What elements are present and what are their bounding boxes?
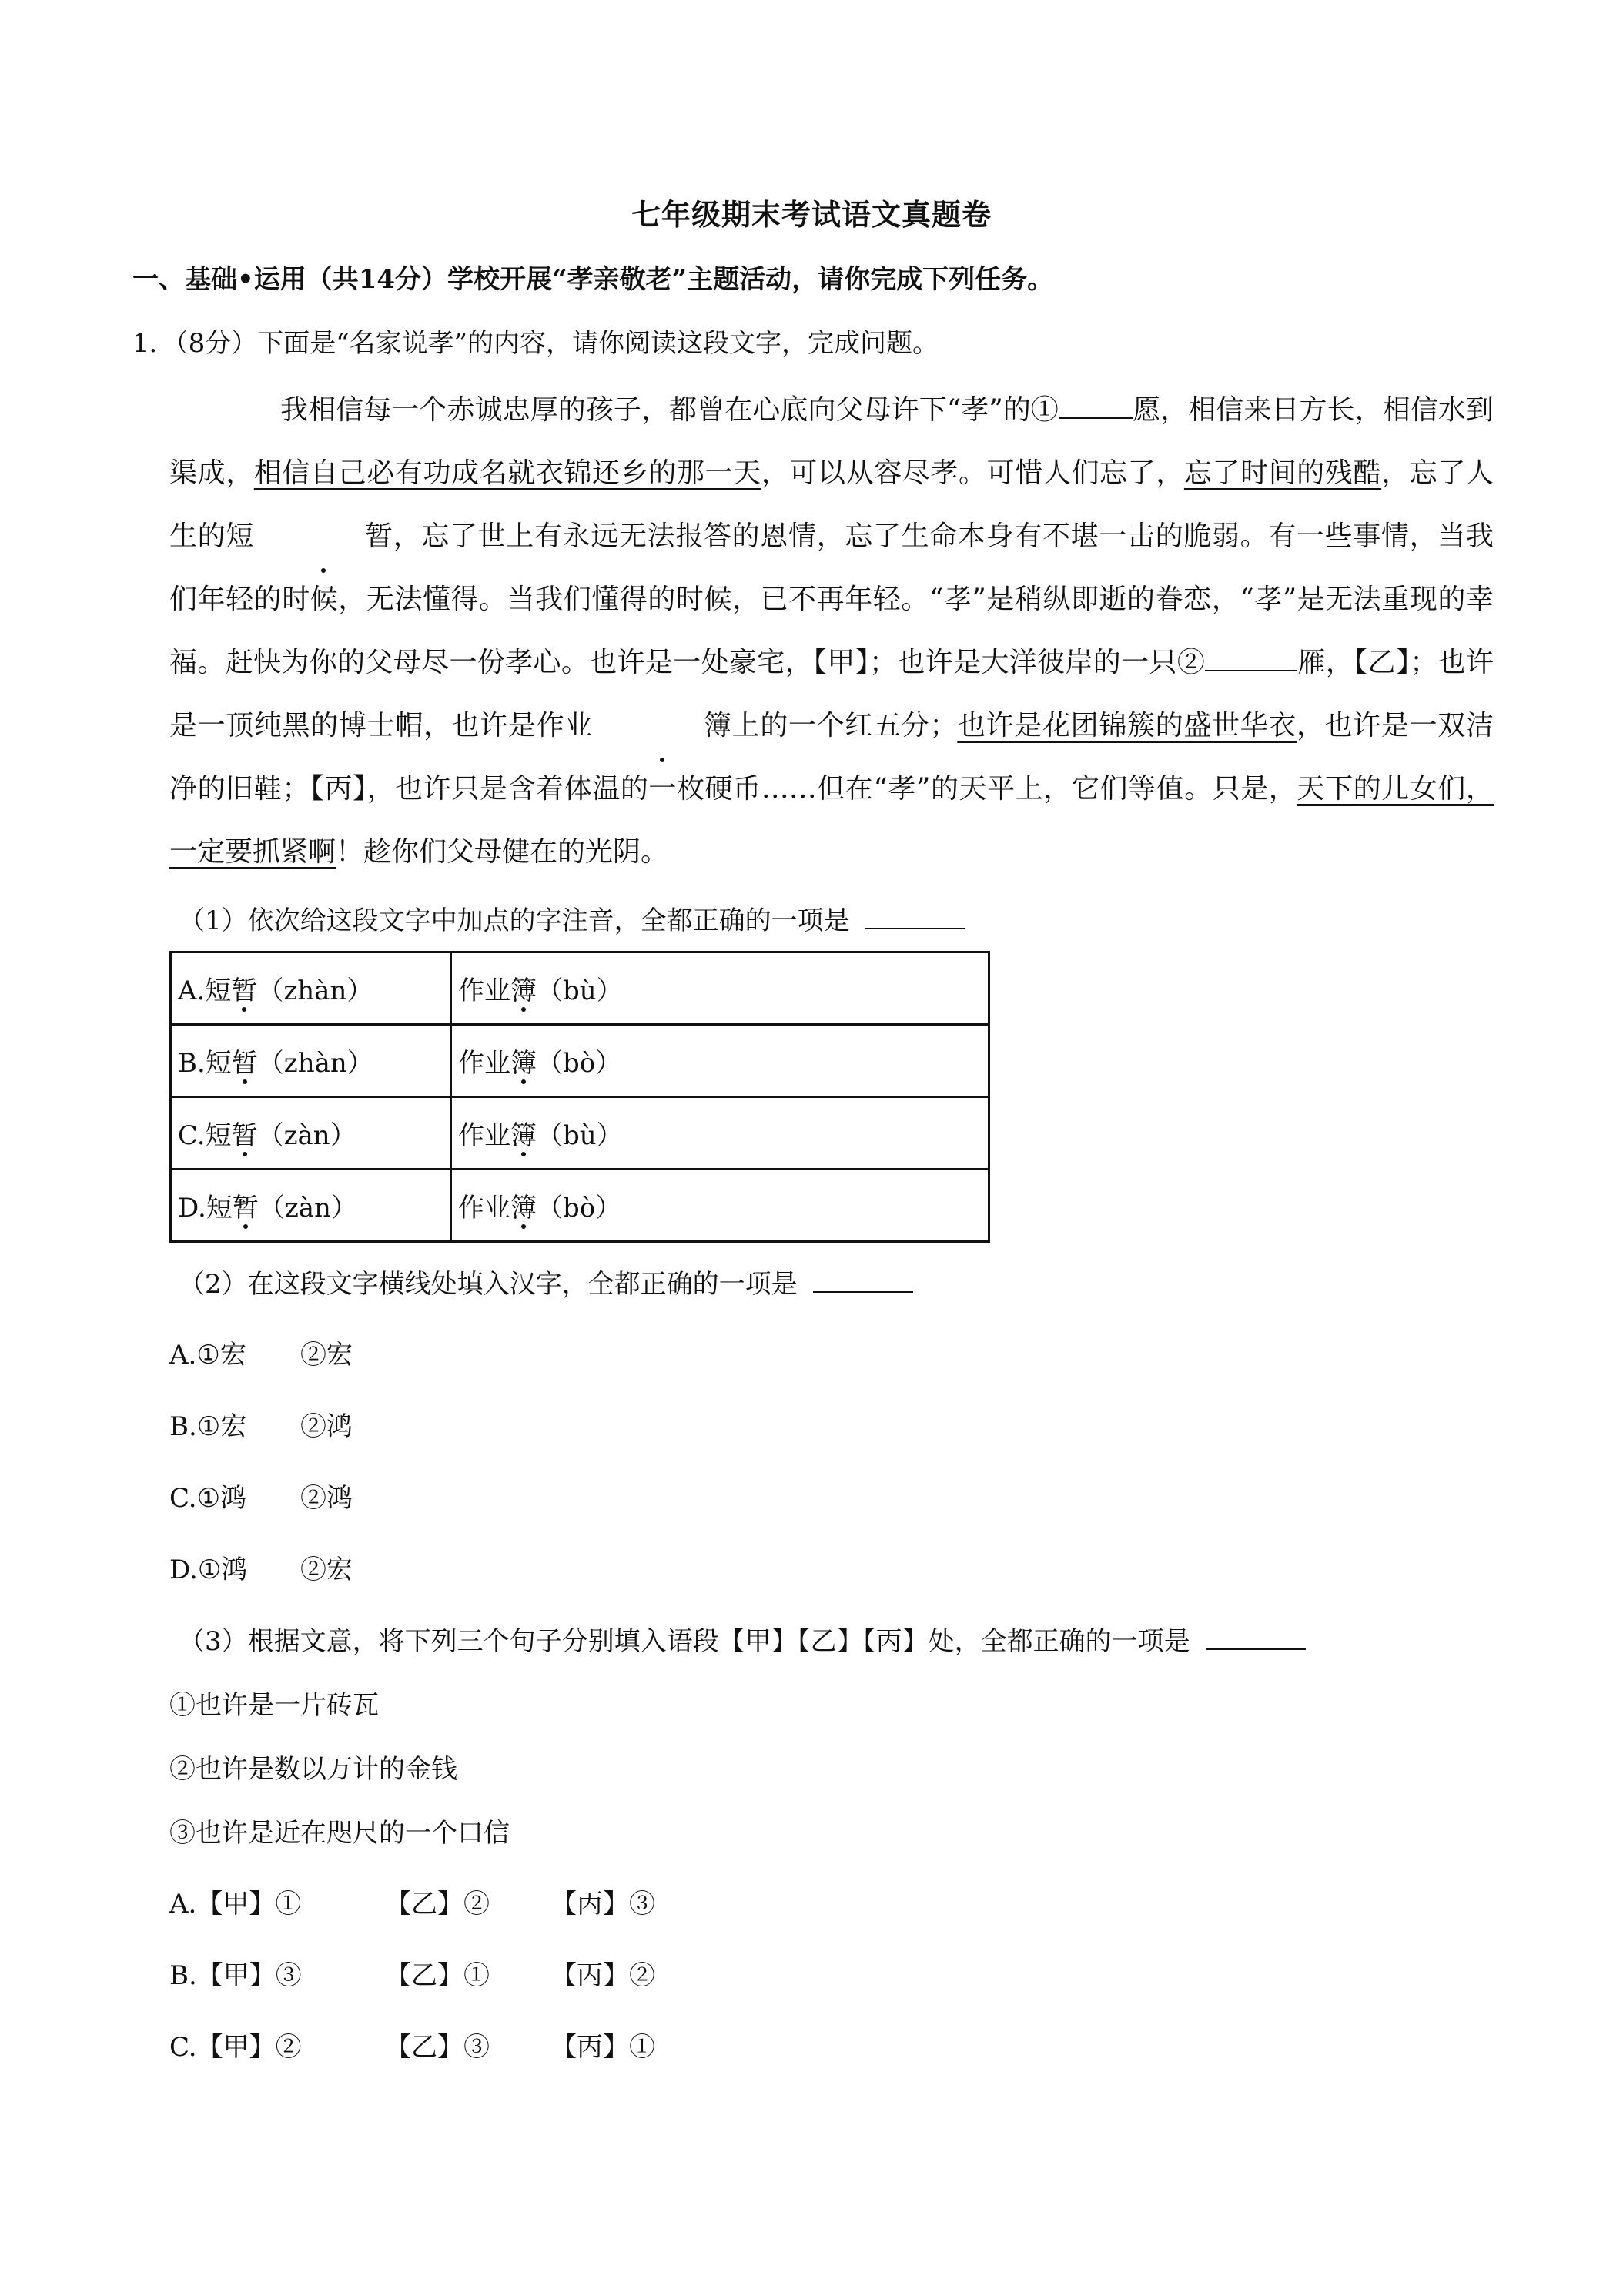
option-item: D.①鸿 ②宏 [169,1555,353,1585]
subquestion-1-prompt: （1）依次给这段文字中加点的字注音，全都正确的一项是 [179,899,965,937]
answer-blank-2 [813,1268,913,1293]
option-cell: C.短暂（zàn） [171,1097,451,1170]
question-1-stem: 1．（8分）下面是“名家说孝”的内容，请你阅读这段文字，完成问题。 [132,328,939,359]
answer-blank-1 [865,905,965,929]
passage-text: 上的一个红五分； [731,710,958,741]
passage-text: 雁，【乙】；也许是一顶纯黑的博士帽，也许是作业 [169,647,1494,741]
dotted-character: 暂 [254,505,393,568]
sentence-item: ①也许是一片砖瓦 [169,1690,379,1721]
pinyin-options-table [169,951,990,1243]
option-item: C.①鸿 ②鸿 [169,1483,353,1514]
sentence-item: ③也许是近在咫尺的一个口信 [169,1818,510,1849]
passage-text: ！趁你们父母健在的光阴。 [336,836,669,868]
option-item: A.①宏 ②宏 [169,1340,353,1371]
fill-blank-1 [1059,394,1133,419]
table-row [171,1025,989,1097]
passage-text: ，可以从容尽孝。可惜人们忘了， [761,457,1184,489]
table-row [171,952,989,1025]
option-item: B.【甲】③ 【乙】① 【丙】② [169,1960,655,1991]
page-title: 七年级期末考试语文真题卷 [631,197,992,232]
underlined-sentence-1: 相信自己必有功成名就衣锦还乡的那一天 [253,457,761,489]
passage-text: ，忘了世上有永远无法报答的恩情，忘了生命本身有不堪一击的脆弱。有一些事情，当我们年轻的时候，无法懂得。当我们懂得的时候，已不再年轻。“孝”是稍纵即逝的眷恋，“孝”是无法重现的幸福。赶快为你的父母尽一份孝心。也许是一处豪宅，【甲】；也许是大洋彼岸的一只② [169,520,1494,678]
underlined-sentence-4: 天下的儿女们，一定要抓紧啊 [169,773,1494,868]
section-heading: 一、基础•运用（共14分）学校开展“孝亲敬老”主题活动，请你完成下列任务。 [132,264,1054,295]
reading-passage [169,379,1494,884]
option-cell: 作业簿（bò） [451,1025,989,1097]
option-cell: 作业簿（bù） [451,952,989,1025]
sentence-item: ②也许是数以万计的金钱 [169,1754,457,1785]
table-row [171,1097,989,1170]
passage-text: ，也许是一双洁净的旧鞋；【丙】，也许只是含着体温的一枚硬币……但在“孝”的天平上，它们等值。只是， [169,710,1494,805]
underlined-sentence-3: 也许是花团锦簇的盛世华衣 [957,710,1297,741]
option-item: A.【甲】① 【乙】② 【丙】③ [169,1889,655,1919]
answer-blank-3 [1206,1625,1306,1650]
option-cell: A.短暂（zhàn） [171,952,451,1025]
option-cell: D.短暂（zàn） [171,1170,451,1242]
passage-text: 愿，相信来日方长，相信水到渠成， [169,394,1494,489]
option-cell: B.短暂（zhàn） [171,1025,451,1097]
underlined-sentence-2: 忘了时间的残酷 [1183,457,1382,489]
option-cell: 作业簿（bù） [451,1097,989,1170]
passage-text: ，忘了人生的短 [169,457,1494,552]
option-cell: 作业簿（bò） [451,1170,989,1242]
dotted-character: 簿 [593,694,731,758]
passage-text: 我相信每一个赤诚忠厚的孩子，都曾在心底向父母许下“孝”的① [280,394,1059,426]
option-item: C.【甲】② 【乙】③ 【丙】① [169,2032,655,2063]
subquestion-3-prompt: （3）根据文意，将下列三个句子分别填入语段【甲】【乙】【丙】处，全都正确的一项是 [179,1620,1306,1658]
option-item: B.①宏 ②鸿 [169,1411,353,1442]
subquestion-2-prompt: （2）在这段文字横线处填入汉字，全都正确的一项是 [179,1263,913,1300]
fill-blank-2 [1205,647,1297,671]
table-row [171,1170,989,1242]
